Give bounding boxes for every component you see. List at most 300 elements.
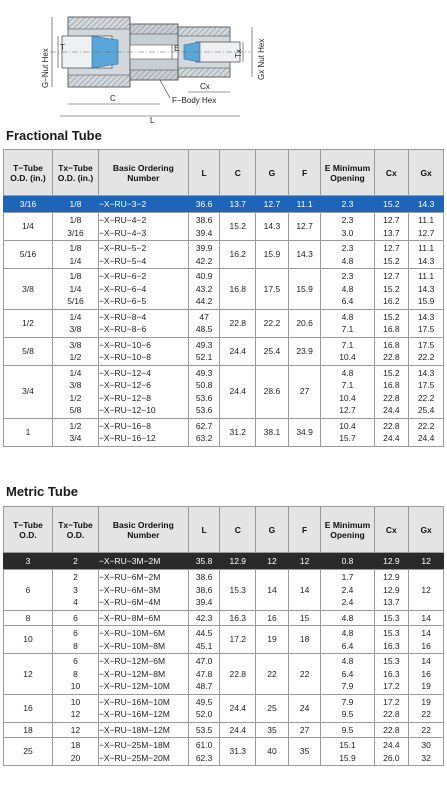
- tx-tube-cell-value: 1/4: [69, 367, 82, 378]
- e-minimum-opening-cell-value: 3.0: [341, 227, 354, 238]
- l-cell: [188, 738, 220, 766]
- cx-cell: [374, 722, 409, 738]
- header-c: C: [220, 507, 256, 553]
- f-cell: 14.3: [288, 241, 321, 269]
- basic-ordering-number-cell-value: −X−RU−16−12: [98, 433, 156, 443]
- c-cell: 12.9: [220, 553, 256, 570]
- gx-cell-value: 22: [421, 724, 431, 735]
- cx-cell-value: 12.7: [383, 271, 400, 281]
- table-header-row: [4, 507, 444, 553]
- f-cell: 12.7: [288, 213, 321, 241]
- basic-ordering-number-cell-value: −X−RU−12−8: [98, 392, 151, 403]
- cx-cell-value: 15.2: [383, 255, 400, 266]
- l-cell-value: 43.2: [195, 283, 213, 294]
- tx-tube-cell: [53, 610, 99, 626]
- basic-ordering-number-cell-value: −X−RU−8−6: [98, 324, 147, 334]
- cx-cell-value: 12.9: [383, 555, 400, 566]
- gx-cell-value: 22.2: [417, 420, 435, 431]
- f-cell: 14: [288, 570, 321, 611]
- g-cell: 15.9: [256, 241, 289, 269]
- tx-tube-cell: [53, 570, 99, 611]
- tx-tube-cell-value: 3/8: [69, 339, 82, 350]
- gx-cell-value: 14.3: [417, 255, 435, 266]
- t-tube-cell: 1: [4, 418, 53, 446]
- basic-ordering-number-cell-value: −X−RU−4−2: [98, 215, 147, 225]
- l-cell-value: 47.8: [195, 668, 213, 679]
- t-tube-cell: 3/16: [4, 196, 53, 213]
- e-minimum-opening-cell: [321, 553, 374, 570]
- cx-cell: [374, 337, 409, 365]
- cx-cell-value: 17.2: [383, 696, 400, 707]
- e-minimum-opening-cell-value: 2.3: [341, 271, 354, 281]
- tx-tube-cell-value: 1/8: [69, 243, 82, 253]
- l-cell-value: 61.0: [195, 740, 213, 750]
- e-minimum-opening-cell-value: 10.4: [339, 392, 356, 403]
- basic-ordering-number-cell-value: −X−RU−16M−10M: [98, 696, 170, 707]
- c-cell: 15.2: [220, 213, 256, 241]
- tx-tube-cell-value: 3: [73, 584, 78, 595]
- gx-cell-value: 17.5: [417, 324, 435, 334]
- l-cell-value: 53.6: [195, 405, 213, 415]
- gx-cell-value: 22: [421, 709, 431, 719]
- metric-tube-table: [3, 506, 444, 766]
- table-row: [4, 722, 444, 738]
- gx-cell: [409, 196, 444, 213]
- gx-cell-value: 11.1: [418, 271, 435, 281]
- cx-cell-value: 16.8: [383, 339, 400, 350]
- e-minimum-opening-cell: [321, 365, 374, 418]
- basic-ordering-number-cell: [98, 309, 188, 337]
- gx-cell-value: 16: [421, 640, 431, 651]
- gx-nut-hex-label: Gx Nut Hex: [257, 38, 266, 80]
- tx-tube-cell-value: 18: [70, 740, 81, 750]
- tx-tube-cell-value: 1/8: [69, 215, 82, 225]
- f-body-hex-label: F−Body Hex: [172, 96, 217, 105]
- header-l: L: [188, 150, 220, 196]
- fractional-tube-title: Fractional Tube: [6, 128, 102, 143]
- g-cell: 22: [256, 654, 289, 695]
- g-cell: 25.4: [256, 337, 289, 365]
- tx-tube-cell: [53, 309, 99, 337]
- header-g: G: [256, 507, 289, 553]
- basic-ordering-number-cell: [98, 337, 188, 365]
- fractional-tube-table: [3, 149, 444, 447]
- table-row: [4, 610, 444, 626]
- e-label: E: [174, 44, 180, 53]
- basic-ordering-number-cell-value: −X−RU−8M−6M: [98, 612, 161, 623]
- e-minimum-opening-cell-value: 0.8: [341, 555, 354, 566]
- tx-tube-cell-value: 1/4: [69, 255, 82, 266]
- tx-tube-cell-value: 6: [73, 612, 78, 623]
- g-cell: 22.2: [256, 309, 289, 337]
- e-minimum-opening-cell: [321, 722, 374, 738]
- g-cell: 38.1: [256, 418, 289, 446]
- header-e-minimum-opening: E Minimum Opening: [321, 507, 374, 553]
- header-basic-ordering-number: Basic Ordering Number: [98, 507, 188, 553]
- e-minimum-opening-cell-value: 2.3: [341, 243, 354, 253]
- e-minimum-opening-cell-value: 7.1: [341, 339, 354, 350]
- t-tube-cell: 1/4: [4, 213, 53, 241]
- gx-cell-value: 11.1: [418, 215, 435, 225]
- l-cell: [188, 418, 220, 446]
- l-cell: [188, 694, 220, 722]
- tx-tube-cell: [53, 553, 99, 570]
- e-minimum-opening-cell-value: 15.9: [339, 752, 356, 763]
- gx-cell-value: 16: [421, 668, 431, 679]
- c-cell: 16.2: [220, 241, 256, 269]
- cx-cell-value: 15.2: [383, 311, 400, 322]
- g-cell: 25: [256, 694, 289, 722]
- f-cell: 34.9: [288, 418, 321, 446]
- tx-tube-cell-value: 6: [73, 656, 78, 666]
- c-cell: 31.3: [220, 738, 256, 766]
- g-cell: 17.5: [256, 269, 289, 310]
- table-row: [4, 626, 444, 654]
- g-cell: 14: [256, 570, 289, 611]
- c-cell: 24.4: [220, 337, 256, 365]
- basic-ordering-number-cell-value: −X−RU−6−5: [98, 296, 147, 306]
- e-minimum-opening-cell: [321, 654, 374, 695]
- basic-ordering-number-cell: [98, 213, 188, 241]
- tx-tube-cell: [53, 213, 99, 241]
- basic-ordering-number-cell-value: −X−RU−6M−3M: [98, 584, 161, 595]
- gx-cell: [409, 309, 444, 337]
- gx-cell: [409, 365, 444, 418]
- l-cell-value: 35.8: [195, 555, 213, 566]
- e-minimum-opening-cell: [321, 269, 374, 310]
- tx-tube-cell-value: 8: [73, 640, 78, 651]
- table-row: [4, 694, 444, 722]
- cx-cell-value: 17.2: [383, 681, 400, 691]
- c-cell: 13.7: [220, 196, 256, 213]
- t-tube-cell: 5/16: [4, 241, 53, 269]
- l-cell-value: 40.9: [195, 271, 213, 281]
- gx-cell-value: 14.3: [417, 283, 435, 294]
- l-cell-value: 48.5: [195, 324, 213, 334]
- l-cell-value: 38.6: [195, 215, 213, 225]
- cx-cell-value: 16.3: [383, 668, 400, 679]
- e-minimum-opening-cell-value: 7.1: [341, 324, 354, 334]
- gx-cell-value: 25.4: [417, 405, 435, 415]
- c-cell: 16.3: [220, 610, 256, 626]
- basic-ordering-number-cell: [98, 610, 188, 626]
- e-minimum-opening-cell-value: 12.7: [339, 405, 356, 415]
- l-cell: [188, 553, 220, 570]
- f-cell: 24: [288, 694, 321, 722]
- e-minimum-opening-cell-value: 1.7: [341, 572, 354, 582]
- c-cell: 24.4: [220, 694, 256, 722]
- gx-cell: [409, 241, 444, 269]
- cx-cell-value: 13.7: [383, 227, 400, 238]
- t-tube-cell: 18: [4, 722, 53, 738]
- gx-cell: [409, 654, 444, 695]
- l-cell-value: 48.7: [195, 681, 213, 691]
- f-cell: 12: [288, 553, 321, 570]
- basic-ordering-number-cell: [98, 722, 188, 738]
- l-cell: [188, 337, 220, 365]
- gx-cell-value: 19: [421, 696, 431, 707]
- header-f: F: [288, 150, 321, 196]
- tx-tube-cell-value: 4: [73, 597, 78, 607]
- e-minimum-opening-cell: [321, 337, 374, 365]
- gx-cell-value: 12: [421, 555, 431, 566]
- l-cell-value: 39.9: [195, 243, 213, 253]
- l-cell: [188, 241, 220, 269]
- t-tube-cell: 25: [4, 738, 53, 766]
- e-minimum-opening-cell: [321, 418, 374, 446]
- basic-ordering-number-cell-value: −X−RU−12M−8M: [98, 668, 166, 679]
- c-cell: 24.4: [220, 722, 256, 738]
- cx-cell-value: 15.2: [383, 367, 400, 378]
- f-cell: 23.9: [288, 337, 321, 365]
- f-cell: 22: [288, 654, 321, 695]
- cx-cell: [374, 309, 409, 337]
- l-cell-value: 62.3: [195, 752, 213, 763]
- basic-ordering-number-cell-value: −X−RU−10M−8M: [98, 640, 166, 651]
- tx-tube-cell-value: 3/8: [69, 324, 82, 334]
- g-cell: 28.6: [256, 365, 289, 418]
- gx-cell-value: 14.3: [417, 311, 435, 322]
- gx-cell-value: 17.5: [417, 380, 435, 390]
- f-cell: 15.9: [288, 269, 321, 310]
- e-minimum-opening-cell-value: 2.3: [341, 215, 354, 225]
- tx-tube-cell: [53, 365, 99, 418]
- l-cell-value: 53.5: [195, 724, 213, 735]
- cx-cell: [374, 610, 409, 626]
- l-cell-value: 49.3: [195, 339, 213, 350]
- l-cell-value: 62.7: [195, 420, 213, 431]
- gx-cell-value: 32: [421, 752, 431, 763]
- l-cell-value: 45.1: [195, 640, 213, 651]
- table-row: [4, 418, 444, 446]
- tx-tube-cell-value: 12: [70, 709, 81, 719]
- basic-ordering-number-cell-value: −X−RU−18M−12M: [98, 724, 170, 735]
- t-tube-cell: 6: [4, 570, 53, 611]
- tx-tube-cell: [53, 626, 99, 654]
- basic-ordering-number-cell: [98, 570, 188, 611]
- cx-cell-value: 26.0: [383, 752, 400, 763]
- basic-ordering-number-cell: [98, 553, 188, 570]
- cx-cell: [374, 654, 409, 695]
- cx-cell-value: 12.9: [383, 584, 400, 595]
- header-e-minimum-opening: E Minimum Opening: [321, 150, 374, 196]
- cx-cell: [374, 196, 409, 213]
- c-cell: 22.8: [220, 309, 256, 337]
- gx-cell-value: 22.2: [417, 392, 435, 403]
- basic-ordering-number-cell: [98, 738, 188, 766]
- gx-cell-value: 14.3: [417, 198, 435, 209]
- table-row: [4, 553, 444, 570]
- cx-cell: [374, 241, 409, 269]
- tx-tube-cell-value: 1/8: [69, 271, 82, 281]
- tx-tube-cell-value: 1/4: [69, 311, 82, 322]
- e-minimum-opening-cell: [321, 309, 374, 337]
- tx-tube-cell-value: 1/4: [69, 283, 82, 294]
- cx-cell-value: 24.4: [383, 740, 400, 750]
- basic-ordering-number-cell-value: −X−RU−12M−6M: [98, 656, 166, 666]
- gx-cell-value: 17.5: [417, 339, 435, 350]
- cx-cell-value: 22.8: [383, 420, 400, 431]
- e-minimum-opening-cell-value: 2.3: [341, 198, 354, 209]
- gx-cell: [409, 337, 444, 365]
- basic-ordering-number-cell-value: −X−RU−25M−20M: [98, 752, 170, 763]
- cx-cell-value: 22.8: [383, 392, 400, 403]
- g-cell: 16: [256, 610, 289, 626]
- l-cell-value: 38.6: [195, 584, 213, 595]
- c-cell: 22.8: [220, 654, 256, 695]
- table-row: [4, 365, 444, 418]
- cx-cell: [374, 418, 409, 446]
- g-cell: 19: [256, 626, 289, 654]
- tx-tube-cell-value: 1/2: [69, 420, 82, 431]
- l-label: L: [150, 116, 155, 125]
- gx-cell-value: 14: [421, 612, 431, 623]
- cx-cell: [374, 365, 409, 418]
- l-cell: [188, 269, 220, 310]
- l-cell-value: 42.2: [195, 255, 213, 266]
- basic-ordering-number-cell: [98, 418, 188, 446]
- cx-cell: [374, 738, 409, 766]
- basic-ordering-number-cell-value: −X−RU−8−4: [98, 311, 147, 322]
- header-c: C: [220, 150, 256, 196]
- cx-cell-value: 16.8: [383, 380, 400, 390]
- gx-cell: [409, 213, 444, 241]
- header-tx-tube: Tx−Tube O.D. (in.): [53, 150, 99, 196]
- c-cell: 17.2: [220, 626, 256, 654]
- header-cx: Cx: [374, 507, 409, 553]
- g-cell: 40: [256, 738, 289, 766]
- tx-tube-cell-value: 2: [73, 572, 78, 582]
- tx-tube-cell-value: 5/8: [69, 405, 82, 415]
- gx-cell: [409, 694, 444, 722]
- basic-ordering-number-cell: [98, 694, 188, 722]
- g-cell: 12: [256, 553, 289, 570]
- f-cell: 35: [288, 738, 321, 766]
- tx-tube-cell-value: 3/4: [69, 433, 82, 443]
- l-cell-value: 50.8: [195, 380, 213, 390]
- cx-cell: [374, 694, 409, 722]
- tx-tube-cell: [53, 738, 99, 766]
- gx-cell: [409, 626, 444, 654]
- gx-cell: [409, 553, 444, 570]
- e-minimum-opening-cell: [321, 738, 374, 766]
- e-minimum-opening-cell-value: 4.8: [341, 628, 354, 638]
- basic-ordering-number-cell: [98, 654, 188, 695]
- tx-tube-cell: [53, 418, 99, 446]
- l-cell: [188, 626, 220, 654]
- basic-ordering-number-cell: [98, 626, 188, 654]
- f-cell: 18: [288, 626, 321, 654]
- t-tube-cell: 3: [4, 553, 53, 570]
- e-minimum-opening-cell-value: 7.9: [341, 681, 354, 691]
- cx-cell-value: 16.8: [383, 324, 400, 334]
- e-minimum-opening-cell-value: 4.8: [341, 367, 354, 378]
- e-minimum-opening-cell: [321, 213, 374, 241]
- t-tube-cell: 3/4: [4, 365, 53, 418]
- cx-cell-value: 22.8: [383, 352, 400, 362]
- l-cell-value: 38.6: [195, 572, 213, 582]
- l-cell: [188, 213, 220, 241]
- basic-ordering-number-cell-value: −X−RU−12−4: [98, 367, 151, 378]
- f-cell: 15: [288, 610, 321, 626]
- cx-cell-value: 15.2: [383, 283, 400, 294]
- t-tube-cell: 1/2: [4, 309, 53, 337]
- gx-cell: [409, 418, 444, 446]
- tx-tube-cell-value: 3/8: [69, 380, 82, 390]
- l-cell-value: 53.6: [195, 392, 213, 403]
- tx-tube-cell: [53, 654, 99, 695]
- e-minimum-opening-cell-value: 6.4: [341, 640, 354, 651]
- gx-cell-value: 12.7: [417, 227, 435, 238]
- f-cell: 27: [288, 365, 321, 418]
- basic-ordering-number-cell-value: −X−RU−6−2: [98, 271, 147, 281]
- e-minimum-opening-cell: [321, 694, 374, 722]
- l-cell-value: 49.3: [195, 367, 213, 378]
- l-cell-value: 52.1: [195, 352, 213, 362]
- l-cell: [188, 654, 220, 695]
- tx-tube-cell-value: 1/2: [69, 352, 82, 362]
- cx-cell: [374, 570, 409, 611]
- table-row: [4, 570, 444, 611]
- e-minimum-opening-cell-value: 15.7: [339, 433, 356, 443]
- gx-cell: [409, 738, 444, 766]
- e-minimum-opening-cell-value: 9.5: [341, 724, 354, 735]
- tx-tube-cell: [53, 269, 99, 310]
- header-tx-tube: Tx−Tube O.D.: [53, 507, 99, 553]
- c-cell: 24.4: [220, 365, 256, 418]
- l-cell-value: 44.2: [195, 296, 213, 306]
- cx-cell: [374, 626, 409, 654]
- e-minimum-opening-cell-value: 4.8: [341, 656, 354, 666]
- l-cell-value: 36.6: [195, 198, 213, 209]
- g-cell: 14.3: [256, 213, 289, 241]
- table-row: [4, 654, 444, 695]
- e-minimum-opening-cell-value: 2.4: [341, 584, 354, 595]
- basic-ordering-number-cell-value: −X−RU−6M−4M: [98, 597, 161, 607]
- tx-tube-cell: [53, 694, 99, 722]
- basic-ordering-number-cell-value: −X−RU−5−4: [98, 255, 147, 266]
- gx-cell-value: 19: [421, 681, 431, 691]
- basic-ordering-number-cell-value: −X−RU−3−2: [98, 198, 147, 209]
- e-minimum-opening-cell-value: 6.4: [341, 296, 354, 306]
- basic-ordering-number-cell-value: −X−RU−10M−6M: [98, 628, 166, 638]
- e-minimum-opening-cell-value: 15.1: [339, 740, 356, 750]
- e-minimum-opening-cell: [321, 610, 374, 626]
- basic-ordering-number-cell: [98, 241, 188, 269]
- tx-tube-cell-value: 20: [70, 752, 81, 763]
- e-minimum-opening-cell-value: 4.8: [341, 283, 354, 294]
- l-cell-value: 49.5: [195, 696, 213, 707]
- t-tube-cell: 12: [4, 654, 53, 695]
- table-row: [4, 213, 444, 241]
- e-minimum-opening-cell-value: 7.1: [341, 380, 354, 390]
- table-row: [4, 337, 444, 365]
- cx-label: Cx: [200, 82, 210, 91]
- basic-ordering-number-cell-value: −X−RU−12−6: [98, 380, 151, 390]
- tx-tube-cell-value: 3/16: [67, 227, 84, 238]
- l-cell: [188, 365, 220, 418]
- cx-cell-value: 22.8: [383, 709, 400, 719]
- e-minimum-opening-cell-value: 6.4: [341, 668, 354, 679]
- tx-tube-cell-value: 6: [73, 628, 78, 638]
- cx-cell-value: 12.9: [383, 572, 400, 582]
- e-minimum-opening-cell-value: 2.4: [341, 597, 354, 607]
- fitting-diagram: [0, 0, 447, 125]
- cx-cell-value: 16.2: [383, 296, 400, 306]
- gx-cell-value: 30: [421, 740, 431, 750]
- e-minimum-opening-cell-value: 10.4: [339, 352, 356, 362]
- tx-label: Tx: [234, 49, 243, 58]
